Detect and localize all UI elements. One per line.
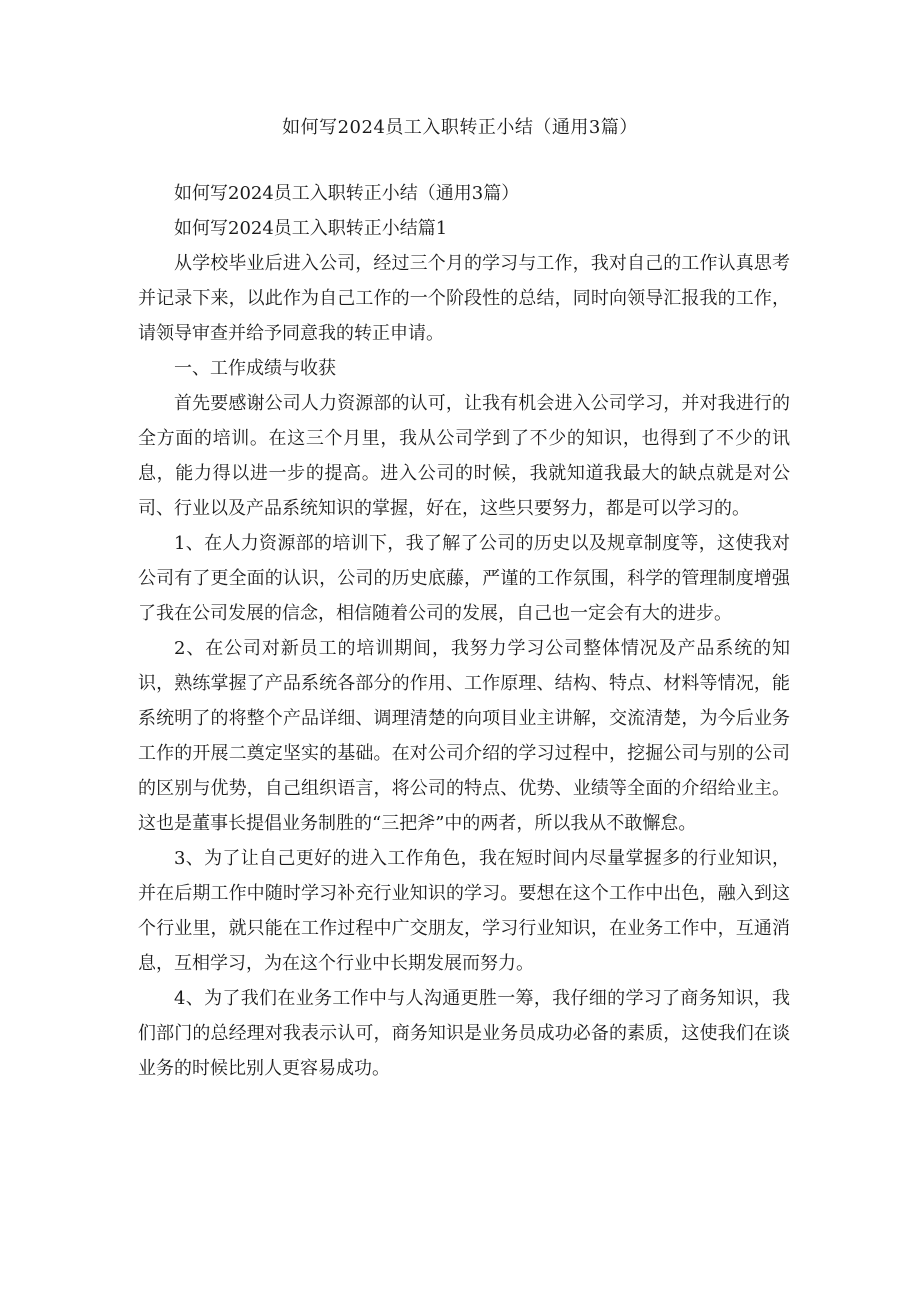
paragraph-point-4: 4、为了我们在业务工作中与人沟通更胜一筹，我仔细的学习了商务知识，我们部门的总经理对我表示认可，商务知识是业务员成功必备的素质，这使我们在谈业务的时候比别人更容易成功。: [138, 988, 790, 1079]
document-title: 如何写2024员工入职转正小结（通用3篇）: [282, 117, 638, 138]
paragraph-point-3: 3、为了让自己更好的进入工作角色，我在短时间内尽量掌握多的行业知识，并在后期工作中随时学习补充行业知识的学习。要想在这个工作中出色，融入到这个行业里，就只能在工作过程中广交朋友，学习行业知识，在业务工作中，互通消息，互相学习，为在这个行业中长期发展而努力。: [138, 848, 790, 974]
intro-paragraph: 从学校毕业后进入公司，经过三个月的学习与工作，我对自己的工作认真思考并记录下来，以此作为自己工作的一个阶段性的总结，同时向领导汇报我的工作，请领导审查并给予同意我的转正申请。: [138, 253, 790, 344]
document-body: [138, 176, 790, 1086]
paragraph-point-1: 1、在人力资源部的培训下，我了解了公司的历史以及规章制度等，这使我对公司有了更全面的认识，公司的历史底藤，严谨的工作氛围，科学的管理制度增强了我在公司发展的信念，相信随着公司的发展，自己也一定会有大的进步。: [138, 533, 790, 624]
heading-repeat-title: 如何写2024员工入职转正小结（通用3篇）: [174, 183, 520, 204]
subheading-achievements: 一、工作成绩与收获: [174, 358, 336, 379]
paragraph-point-2: 2、在公司对新员工的培训期间，我努力学习公司整体情况及产品系统的知识，熟练掌握了产品系统各部分的作用、工作原理、结构、特点、材料等情况，能系统明了的将整个产品详细、调理清楚的向项目业主讲解，交流清楚，为今后业务工作的开展二奠定坚实的基础。在对公司介绍的学习过程中，挖掘公司与别的公司的区别与优势，自己组织语言，将公司的特点、优势、业绩等全面的介绍给业主。这也是董事长提倡业务制胜的“三把斧”中的两者，所以我从不敢懈怠。: [138, 638, 790, 834]
paragraph-thanks: 首先要感谢公司人力资源部的认可，让我有机会进入公司学习，并对我进行的全方面的培训。在这三个月里，我从公司学到了不少的知识，也得到了不少的讯息，能力得以进一步的提高。进入公司的时候，我就知道我最大的缺点就是对公司、行业以及产品系统知识的掌握，好在，这些只要努力，都是可以学习的。: [138, 393, 790, 519]
section-heading-part-1: 如何写2024员工入职转正小结篇1: [174, 218, 448, 239]
